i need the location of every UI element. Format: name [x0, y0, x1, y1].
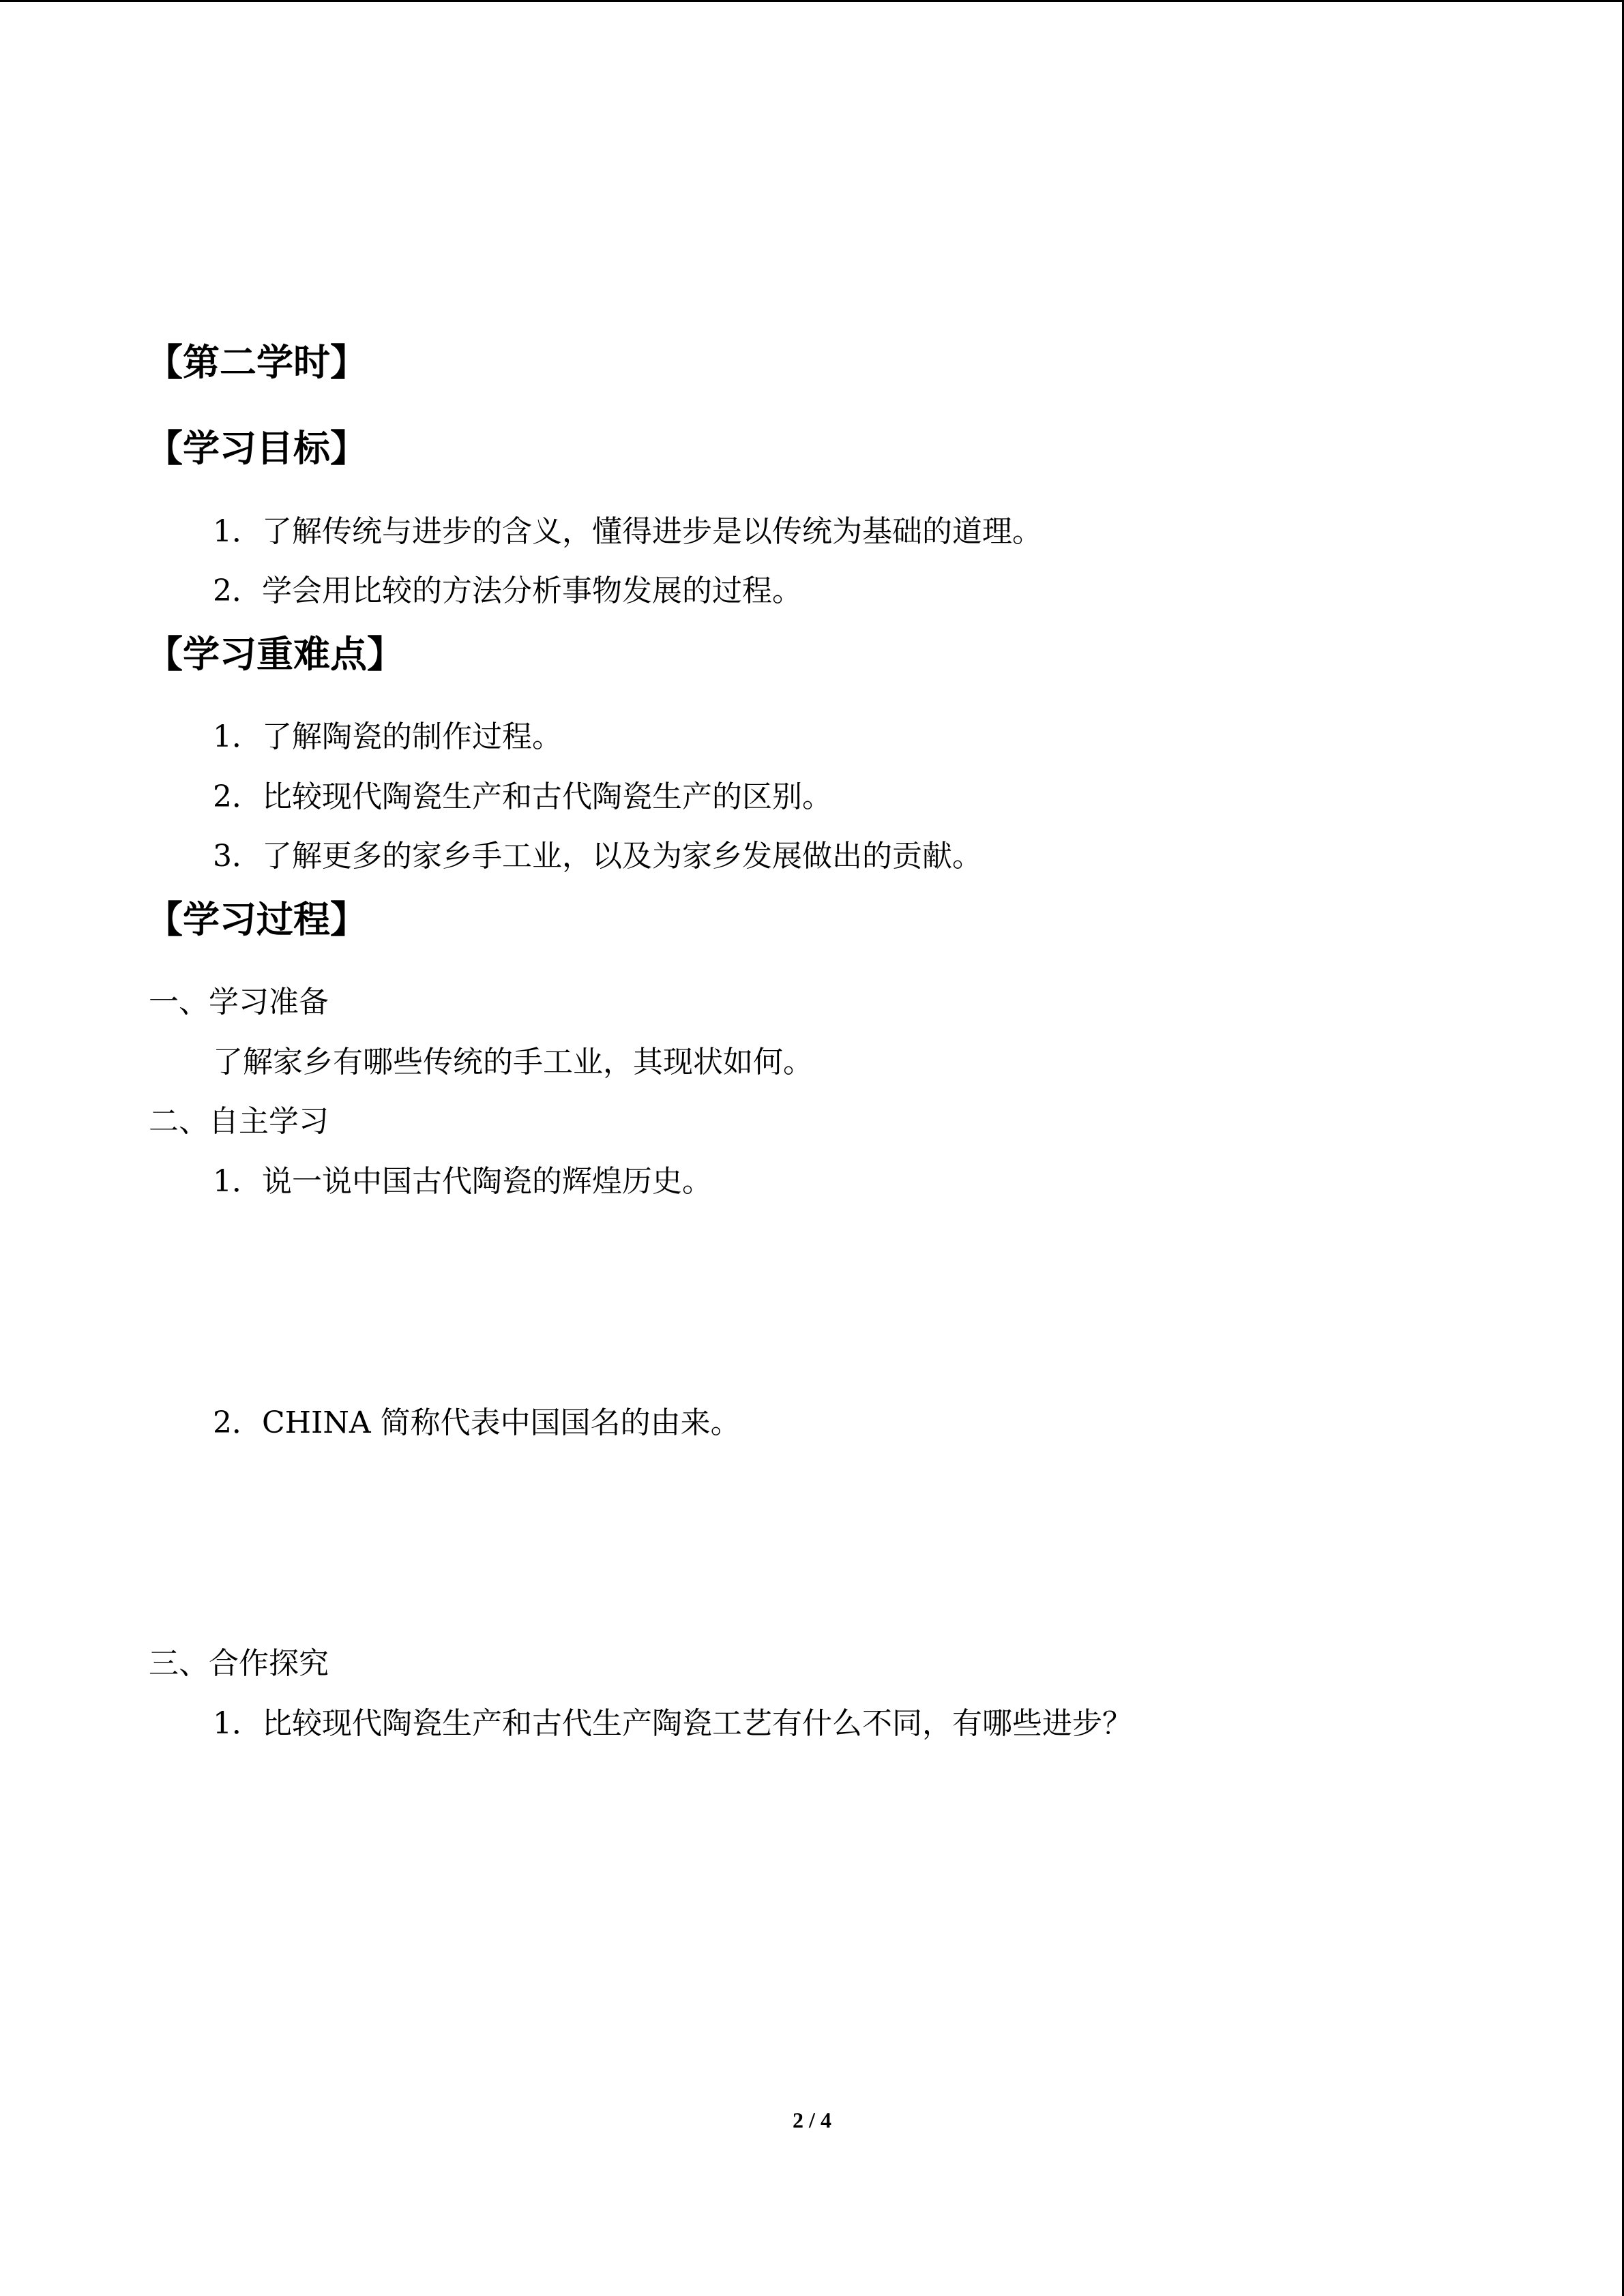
key-point-item-3: 3．了解更多的家乡手工业，以及为家乡发展做出的贡献。 [213, 839, 982, 874]
section-title-self-study: 二、自主学习 [149, 1104, 329, 1139]
page-number: 2 / 4 [793, 2108, 831, 2132]
section-title-cooperation: 三、合作探究 [149, 1646, 329, 1681]
objective-item-1: 1．了解传统与进步的含义，懂得进步是以传统为基础的道理。 [213, 514, 1042, 549]
self-study-item-1: 1．说一说中国古代陶瓷的辉煌历史。 [213, 1164, 712, 1199]
key-points-heading: 【学习重难点】 [146, 633, 404, 676]
self-study-item-2: 2．CHINA 简称代表中国国名的由来。 [213, 1405, 741, 1440]
cooperation-item-1: 1．比较现代陶瓷生产和古代生产陶瓷工艺有什么不同，有哪些进步？ [213, 1706, 1132, 1741]
objectives-heading: 【学习目标】 [146, 427, 367, 470]
session-title: 【第二学时】 [146, 341, 367, 384]
key-point-item-2: 2．比较现代陶瓷生产和古代陶瓷生产的区别。 [213, 779, 832, 814]
process-heading: 【学习过程】 [146, 898, 367, 941]
section-title-preparation: 一、学习准备 [149, 985, 329, 1019]
key-point-item-1: 1．了解陶瓷的制作过程。 [213, 719, 562, 754]
preparation-item-1: 了解家乡有哪些传统的手工业，其现状如何。 [213, 1045, 813, 1079]
objective-item-2: 2．学会用比较的方法分析事物发展的过程。 [213, 573, 802, 608]
